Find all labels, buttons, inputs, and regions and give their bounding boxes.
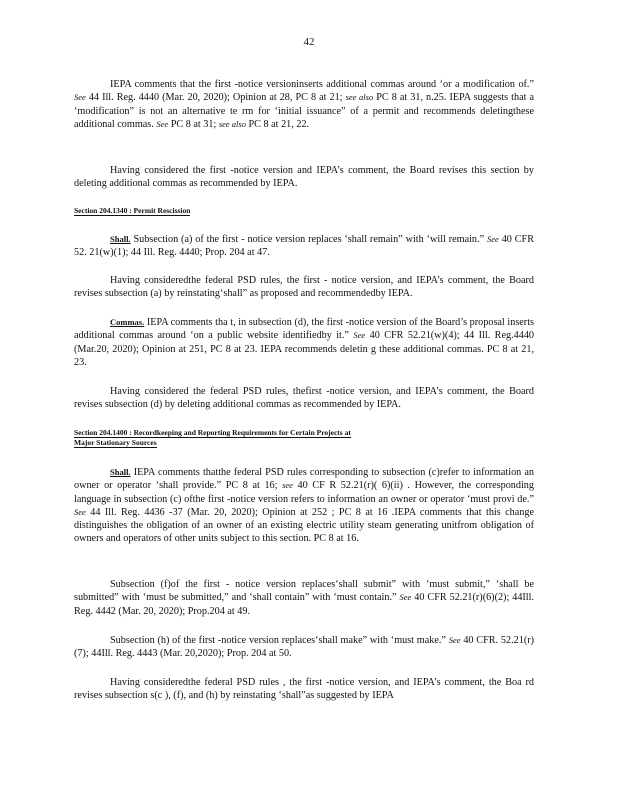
paragraph-iepa-commas: IEPA comments that the first -notice versioninserts additional commas around ‘or a modification of.” See 44 Ill. Reg. 4440 (Mar. 20, 2020); Opinion at 28, PC 8 at 21; see also PC 8 at 31, n.25. IEPA suggests that a ‘modification” is not an alternative te rm for ‘initial issuance” of a permit and recommends deletingthese additional commas. See PC 8 at 31; see also PC 8 at 21, 22. [74, 79, 535, 130]
paragraph-subsection-f: Subsection (f)of the first - notice version replaces‘shall submit” with ‘must submit,” ‘shall be submitted” with ‘must be submitted,” and ‘shall contain” with ‘must contain.” See 40 CFR 52.21(r)(6)(2); 44Ill. Reg. 4442 (Mar. 20, 2020); Prop.204 at 49. [74, 579, 535, 617]
paragraph-board-reinstates-shall-a: Having consideredthe federal PSD rules, the first - notice version, and IEPA’s comment, the Board revises subsection (a) by reinstating‘shall” as proposed and recommendedby IEPA. [74, 275, 534, 300]
paragraph-subsection-h: Subsection (h) of the first -notice version replaces‘shall make” with ‘must make.” See 40 CFR. 52.21(r)(7); 44Ill. Reg. 4443 (Mar. 20,2020); Prop. 204 at 50. [74, 635, 534, 660]
paragraph-board-deletes-commas-d: Having considered the federal PSD rules, thefirst -notice version, and IEPA’s comment, the Board revises subsection (d) by deleting additional commas as recommended by IEPA. [74, 386, 534, 411]
paragraph-board-revises-commas: Having considered the first -notice version and IEPA’s comment, the Board revises this section by deleting additional commas as recommended by IEPA. [74, 165, 534, 190]
paragraph-shall-c: Shall. IEPA comments thatthe federal PSD rules corresponding to subsection (c)refer to information an owner or operator ‘shall provide.” PC 8 at 16; see 40 CF R 52.21(r)( 6)(ii) . However, the corresponding language in subsection (c) ofthe first -notice version refers to information an owner or operator ‘must provi de.” See 44 Ill. Reg. 4436 -37 (Mar. 20, 2020); Opinion at 252 ; PC 8 at 16 .IEPA comments that this change distinguishes the obligation of an owner of an existing electric utility steam generating unitfrom obligation of owners and operators of other units subject to this section. PC 8 at 16. [74, 467, 535, 545]
section-heading-204-1340: Section 204.1340 : Permit Rescission [74, 206, 191, 215]
page-number: 42 [303, 36, 315, 48]
paragraph-commas-d: Commas. IEPA comments tha t, in subsection (d), the first -notice version of the Board’s proposal inserts additional commas around ‘on a public website identifiedby it.” See 40 CFR 52.21(w)(4); 44 Ill. Reg.4440 (Mar.20, 2020); Opinion at 251, PC 8 at 23. IEPA recommends deletin g these additional commas. PC 8 at 21, 23. [74, 317, 535, 368]
paragraph-shall-a: Shall. Subsection (a) of the first - notice version replaces ‘shall remain” with ‘will remain.” See 40 CFR 52. 21(w)(1); 44 Ill. Reg. 4440; Prop. 204 at 47. [74, 234, 535, 259]
paragraph-board-reinstates-shall-cfh: Having consideredthe federal PSD rules , the first -notice version, and IEPA’s comment, the Boa rd revises subsection s(c ), (f), and (h) by reinstating ‘shall”as suggested by IEPA [74, 677, 534, 702]
section-heading-204-1400: Section 204.1400 : Recordkeeping and Reporting Requirements for Certain Projects at Major Stationary Sources [74, 428, 351, 447]
